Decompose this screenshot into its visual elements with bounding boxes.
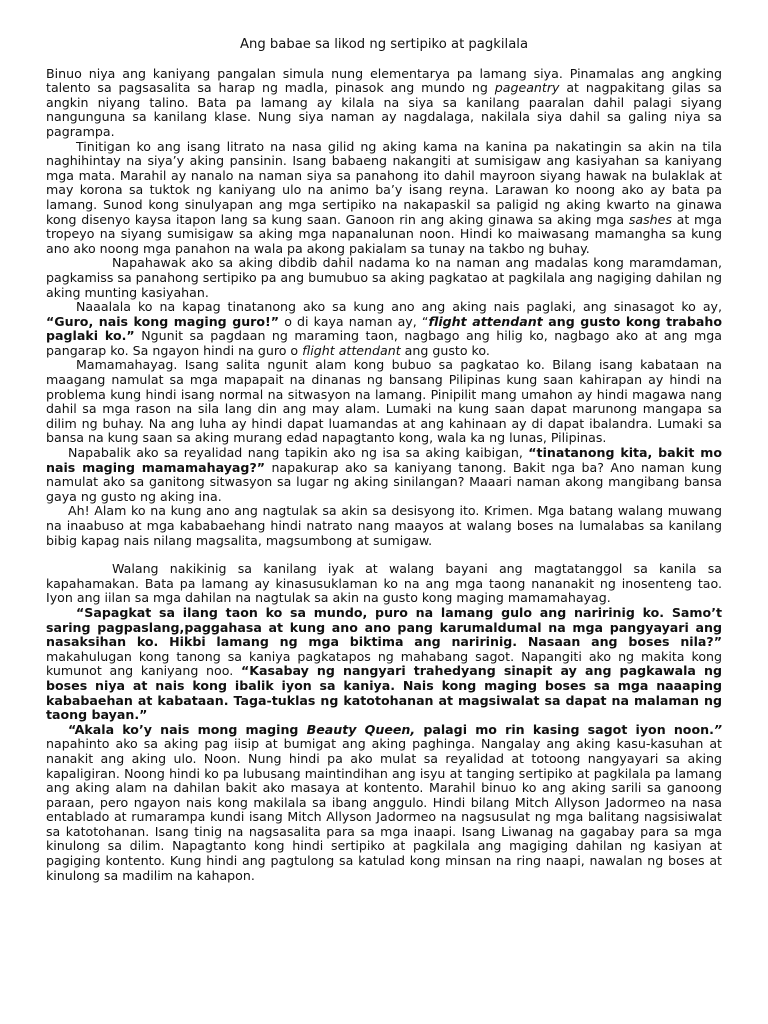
p10-quote-a: “Akala ko’y nais mong maging — [68, 721, 307, 737]
paragraph-7: Ah! Alam ko na kung ano ang nagtulak sa akin sa desisyong ito. Krimen. Mga batang walang muwang na inaabuso at mga kababaehang hindi natrato nang maayos at walang boses na lumalabas sa kanilang bibig kapag nais nilang magsalita, magsumbong at sumigaw. — [46, 503, 722, 548]
p9-text-b: makahulugan kong tanong sa kaniya pagkatapos ng mahabang sagot. Napangiti ako ng makita kong kumunot ang kaniyang noo. — [46, 648, 722, 679]
p4-text-f: Ngunit sa pagdaan ng maraming taon, nagbago ang hilig ko, nagbago ako at ang mga pangarap ko. Sa ngayon hindi na guro o — [46, 328, 722, 358]
paragraph-4 — [46, 300, 722, 358]
p4-quote-end: ang gusto kong trabaho paglaki ko.” — [46, 313, 722, 344]
paragraph-gap — [46, 548, 722, 562]
paragraph-3: Napahawak ako sa aking dibdib dahil nadama ko na naman ang madalas kong maramdaman, pagkamiss sa panahong sertipiko pa ang bumubuo sa aking pagkatao at pagkilala ang nagiging dahilan ng aking munting kasiyahan. — [46, 255, 722, 300]
paragraph-8: Walang nakikinig sa kanilang iyak at walang bayani ang magtatanggol sa kanila sa kapahamakan. Bata pa lamang ay kinasusuklaman ko na ang mga taong nananakit ng inosenteng tao. Iyon ang iilan sa mga dahilan na nagtulak sa akin na gusto kong maging mamamahayag. — [46, 561, 722, 606]
document-title: Ang babae sa likod ng sertipiko at pagkilala — [239, 37, 529, 52]
p10-text-e: napahinto ako sa aking pag iisip at bumigat ang aking paghinga. Nangalay ang aking kasu-kasuhan at nanakit ang aking ulo. Noon. Nung hindi pa ako mulat sa reyalidad at totoong nangyayari sa aking kapaligiran. Noong hindi ko pa lubusang maintindihan ang isyu at tanging sertipiko at pagkilala pa lamang ang aking alam na dahilan bakit ako masaya at kontento. Marahil binuo ko ang aking sarili sa ganoong paraan, pero ngayon nais kong makilala sa ibang anggulo. Hindi bilang Mitch Allyson Jadormeo na nasa entablado at rumarampa kundi isang Mitch Allyson Jadormeo na nagsusulat ng mga balitang nagsisiwalat sa katotohanan. Isang tinig na nagsasalita para sa mga inaapi. Isang Liwanag na gagabay para sa mga kinulong sa dilim. Napagtanto kong hindi sertipiko at pagkilala ang magiging dahilan ng kasiyan at pagiging kontento. Kung hindi ang pagtulong sa katulad kong minsan na ring naapi, nawalan ng boses at kinulong sa madilim na kahapon. — [46, 736, 722, 883]
p4-text-h: ang gusto ko. — [400, 342, 490, 358]
p1-italic-term: pageantry — [494, 80, 560, 96]
p4-italic-bold-term: flight attendant — [428, 313, 543, 329]
p2-text-c: at mga tropeyo na siyang sumisigaw sa aking mga napanalunan noon. Hindi ko maiwasang mamangha sa kung ano ako noong mga panahon na wala pa akong pakialam sa tunay na takbo ng buhay. — [46, 211, 722, 256]
p4-text-c: o di kaya naman ay, “ — [279, 313, 429, 329]
p10-quote-c: palagi mo rin kasing sagot iyon noon. — [415, 721, 714, 737]
p4-italic-term: flight attendant — [302, 342, 401, 358]
p2-italic-term: sashes — [628, 211, 672, 227]
paragraph-6 — [46, 446, 722, 504]
p4-text-a: Naaalala ko na kapag tinatanong ako sa kung ano ang aking nais paglaki, ang sinasagot ko ay, — [76, 299, 722, 315]
paragraph-2 — [46, 140, 722, 257]
paragraph-10 — [46, 723, 722, 884]
p6-text-c: napakurap ako sa kaniyang tanong. Bakit nga ba? Ano naman kung namulat ako sa ganitong sitwasyon sa lugar ng aking sinilangan? Maaari naman akong mangibang bansa gaya ng gusto ng aking ina. — [46, 459, 722, 504]
p10-italic-term: Beauty Queen, — [306, 721, 416, 737]
p9-quote-c: “Kasabay ng nangyari trahedyang sinapit ay ang pagkawala ng boses niya at nais kong ibalik iyon sa kaniya. Nais kong maging boses sa mga naaaping kababaehan at kabataan. Taga-tuklas ng katotohanan at magsiwalat sa dapat na malaman ng taong bayan.” — [46, 663, 722, 723]
paragraph-1 — [46, 67, 722, 140]
p1-text-c: at nagpakitang gilas sa angkin niyang talino. Bata pa lamang ay kilala na siya sa kanilang paaralan dahil palagi siyang nangunguna sa kanilang klase. Nung siya naman ay nagdalaga, nakilala siya dahil sa galing niya sa pagrampa. — [46, 80, 722, 139]
paragraph-9 — [46, 606, 722, 723]
p4-quote-guro: “Guro, nais kong maging guro!” — [46, 313, 280, 329]
p6-quote: “tinatanong kita, bakit mo nais maging mamamahayag?” — [46, 445, 722, 475]
p10-quote-close: ” — [713, 721, 722, 737]
p2-text-a: Tinitigan ko ang isang litrato na nasa gilid ng aking kama na kanina pa nakatingin sa akin na tila naghihintay na siya’y aking pansinin. Isang babaeng nakangiti at sumisigaw ang kasiyahan sa kaniyang mga mata. Marahil ay nanalo na naman siya sa panahong ito dahil mayroon siyang hawak na bulaklak at may korona sa tuktok ng kaniyang ulo na animo ba’y isang reyna. Larawan ko noong ako ay bata pa lamang. Sunod kong sinulyapan ang mga sertipiko na nakapaskil sa paligid ng aking kwarto na ginawa kong disenyo kaysa itapon lang sa kung saan. Ganoon rin ang aking ginawa sa aking mga — [46, 138, 722, 227]
paragraph-5: Mamamahayag. Isang salita ngunit alam kong bubuo sa pagkatao ko. Bilang isang kabataan na maagang namulat sa mga mapapait na dinanas ng bansang Pilipinas kung saan kahirapan ay hindi na problema kung hindi isang normal na sitwasyon na lamang. Pinipilit mang umahon ay hindi magawa nang dahil sa mga rason na sila lang din ang may alam. Lumaki na kung saan dapat marunong mangapa sa dilim ng buhay. Na ang luha ay hindi dapat luamandas at ang kahinaan ay di dapat ibalandra. Lumaki sa bansa na kung saan sa aking murang edad napagtanto kong, wala ka ng lunas, Pilipinas. — [46, 357, 722, 446]
p9-quote-a: “Sapagkat sa ilang taon ko sa mundo, puro na lamang gulo ang naririnig ko. Samo’t saring pagpaslang,paggahasa at kung ano ano pang karumaldumal na mga pangyayari ang nasaksihan ko. Hikbi lamang ng mga biktima ang naririnig. Nasaan ang boses nila?” — [46, 604, 722, 650]
p6-text-a: Napabalik ako sa reyalidad nang tapikin ako ng isa sa aking kaibigan, — [68, 445, 529, 461]
p1-text-a: Binuo niya ang kaniyang pangalan simula nung elementarya pa lamang siya. Pinamalas ang angking talento sa pagsasalita sa harap ng madla, pinasok ang mundo ng — [46, 65, 722, 96]
